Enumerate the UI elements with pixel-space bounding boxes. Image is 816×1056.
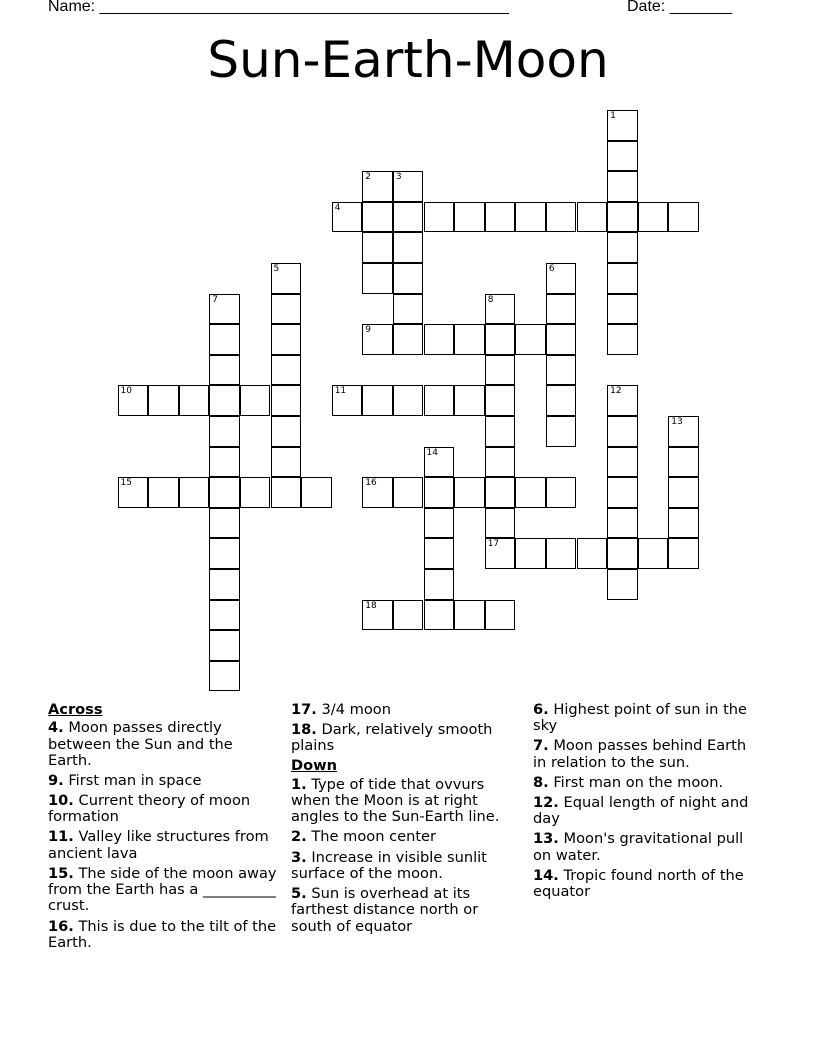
clue-text: This is due to the tilt of the Earth. <box>48 917 277 951</box>
clue-text: First man on the moon. <box>553 773 724 791</box>
crossword-cell[interactable] <box>485 324 516 355</box>
clue-text: First man in space <box>68 771 202 789</box>
crossword-cell[interactable] <box>271 385 302 416</box>
crossword-cell[interactable] <box>607 508 638 539</box>
cell-number: 17 <box>487 539 500 550</box>
clue-text: Type of tide that ovvurs when the Moon is at right angles to the Sun-Earth line. <box>291 775 500 826</box>
clue-down-7 <box>533 738 763 771</box>
crossword-cell[interactable] <box>393 171 424 202</box>
clue-column-3 <box>533 702 763 904</box>
crossword-cell[interactable] <box>424 385 455 416</box>
cell-number: 2 <box>365 172 372 183</box>
crossword-cell[interactable] <box>607 385 638 416</box>
clue-column-2 <box>291 702 521 939</box>
cell-number: 6 <box>548 264 555 274</box>
crossword-cell[interactable] <box>515 324 546 355</box>
crossword-cell[interactable] <box>148 385 179 416</box>
crossword-cell[interactable] <box>424 538 455 569</box>
clue-number: 10. <box>48 792 74 810</box>
crossword-cell[interactable] <box>393 600 424 631</box>
clue-text: Equal length of night and day <box>533 793 749 828</box>
crossword-cell[interactable] <box>485 294 516 325</box>
crossword-cell[interactable] <box>393 232 424 263</box>
crossword-cell[interactable] <box>271 324 302 355</box>
cell-number: 1 <box>610 111 616 121</box>
crossword-cell[interactable] <box>638 538 669 569</box>
cell-number: 14 <box>426 447 438 458</box>
clue-number: 13. <box>533 830 559 848</box>
crossword-cell[interactable] <box>424 600 455 631</box>
crossword-cell[interactable] <box>362 202 393 233</box>
crossword-cell[interactable] <box>607 171 638 202</box>
crossword-cell[interactable] <box>301 477 332 508</box>
clue-across-17 <box>291 702 521 718</box>
down-heading: Down <box>291 757 338 775</box>
crossword-cell[interactable] <box>209 600 240 631</box>
crossword-cell[interactable] <box>607 477 638 508</box>
crossword-cell[interactable] <box>362 324 393 355</box>
crossword-cell[interactable] <box>668 447 699 478</box>
cell-number: 15 <box>120 478 132 489</box>
across-heading: Across <box>48 701 103 718</box>
crossword-cell[interactable] <box>485 202 516 233</box>
crossword-cell[interactable] <box>485 508 516 539</box>
cell-number: 13 <box>671 417 683 427</box>
clue-number: 15. <box>48 864 74 882</box>
clue-across-10 <box>48 793 278 826</box>
clue-text: 3/4 moon <box>321 701 391 718</box>
clue-down-8 <box>533 775 763 791</box>
clue-across-4 <box>48 720 278 769</box>
crossword-cell[interactable] <box>424 202 455 233</box>
crossword-cell[interactable] <box>209 324 240 355</box>
clue-text: Moon passes behind Earth in relation to the sun. <box>533 737 747 771</box>
clue-text: Highest point of sun in the sky <box>533 701 748 735</box>
clue-text: Current theory of moon formation <box>48 792 251 826</box>
crossword-cell[interactable] <box>424 569 455 600</box>
crossword-cell[interactable] <box>485 600 516 631</box>
crossword-cell[interactable] <box>209 355 240 386</box>
crossword-cell[interactable] <box>209 538 240 569</box>
clue-down-3 <box>291 850 521 883</box>
clue-number: 14. <box>533 866 559 884</box>
cell-number: 4 <box>334 202 341 213</box>
clue-number: 8. <box>533 773 549 791</box>
crossword-cell[interactable] <box>607 110 638 141</box>
crossword-cell[interactable] <box>393 324 424 355</box>
clue-down-13 <box>533 831 763 864</box>
crossword-cell[interactable] <box>546 355 577 386</box>
crossword-cell[interactable] <box>607 569 638 600</box>
crossword-cell[interactable] <box>118 477 149 508</box>
clue-number: 4. <box>48 719 64 737</box>
crossword-cell[interactable] <box>515 538 546 569</box>
crossword-cell[interactable] <box>607 294 638 325</box>
clue-across-9 <box>48 773 278 789</box>
clue-down-2 <box>291 829 521 845</box>
clue-number: 6. <box>533 701 549 718</box>
crossword-cell[interactable] <box>485 355 516 386</box>
crossword-cell[interactable] <box>362 477 393 508</box>
crossword-cell[interactable] <box>209 447 240 478</box>
crossword-cell[interactable] <box>577 202 608 233</box>
clue-across-16 <box>48 919 278 952</box>
clue-column-1 <box>48 702 278 955</box>
crossword-cell[interactable] <box>668 477 699 508</box>
clue-text: Tropic found north of the equator <box>533 866 744 900</box>
clue-down-6 <box>533 702 763 735</box>
crossword-cell[interactable] <box>607 447 638 478</box>
cell-number: 9 <box>365 325 372 336</box>
crossword-cell[interactable] <box>424 508 455 539</box>
clue-text: Sun is overhead at its farthest distance north or south of equator <box>291 884 479 935</box>
clue-down-5 <box>291 886 521 935</box>
crossword-cell[interactable] <box>332 202 363 233</box>
clue-text: Increase in visible sunlit surface of the moon. <box>291 848 487 882</box>
crossword-cell[interactable] <box>271 263 302 294</box>
crossword-cell[interactable] <box>485 477 516 508</box>
crossword-cell[interactable] <box>362 171 393 202</box>
clue-across-18 <box>291 722 521 755</box>
clue-number: 3. <box>291 848 307 866</box>
crossword-cell[interactable] <box>271 447 302 478</box>
page-title: Sun-Earth-Moon <box>207 31 609 89</box>
crossword-cell[interactable] <box>485 538 516 569</box>
crossword-cell[interactable] <box>209 416 240 447</box>
crossword-cell[interactable] <box>607 232 638 263</box>
crossword-cell[interactable] <box>179 385 210 416</box>
clue-number: 17. <box>291 701 317 718</box>
clue-text: Moon passes directly between the Sun and the Earth. <box>48 719 233 769</box>
crossword-cell[interactable] <box>607 141 638 172</box>
crossword-cell[interactable] <box>607 324 638 355</box>
cell-number: 8 <box>487 294 494 305</box>
crossword-cell[interactable] <box>607 263 638 294</box>
crossword-cell[interactable] <box>393 385 424 416</box>
crossword-cell[interactable] <box>209 385 240 416</box>
crossword-cell[interactable] <box>332 385 363 416</box>
cell-number: 3 <box>395 172 402 183</box>
clue-down-12 <box>533 795 763 828</box>
name-field-label: Name: ______________________________________________ <box>48 0 509 15</box>
crossword-cell[interactable] <box>515 202 546 233</box>
crossword-cell[interactable] <box>362 232 393 263</box>
crossword-cell[interactable] <box>424 324 455 355</box>
crossword-cell[interactable] <box>271 416 302 447</box>
crossword-cell[interactable] <box>454 385 485 416</box>
clue-number: 18. <box>291 721 317 739</box>
crossword-cell[interactable] <box>209 661 240 692</box>
clue-text: Dark, relatively smooth plains <box>291 721 493 755</box>
crossword-cell[interactable] <box>454 324 485 355</box>
crossword-cell[interactable] <box>424 447 455 478</box>
crossword-cell[interactable] <box>118 385 149 416</box>
date-field-label: Date: _______ <box>627 0 732 15</box>
crossword-cell[interactable] <box>485 416 516 447</box>
crossword-cell[interactable] <box>607 416 638 447</box>
clue-across-15 <box>48 866 278 915</box>
cell-number: 5 <box>273 264 280 274</box>
clue-number: 12. <box>533 793 559 811</box>
cell-number: 7 <box>212 294 219 305</box>
crossword-cell[interactable] <box>515 477 546 508</box>
crossword-cell[interactable] <box>546 538 577 569</box>
clue-text: Valley like structures from ancient lava <box>48 828 269 862</box>
cell-number: 18 <box>365 600 377 611</box>
clue-number: 7. <box>533 737 549 755</box>
clue-number: 9. <box>48 771 64 789</box>
clue-down-14 <box>533 868 763 901</box>
crossword-cell[interactable] <box>546 294 577 325</box>
clue-text: Moon's gravitational pull on water. <box>533 830 744 864</box>
crossword-cell[interactable] <box>668 508 699 539</box>
crossword-cell[interactable] <box>362 263 393 294</box>
clue-number: 5. <box>291 884 307 902</box>
crossword-cell[interactable] <box>607 538 638 569</box>
clue-down-1 <box>291 777 521 826</box>
crossword-cell[interactable] <box>393 477 424 508</box>
clue-number: 16. <box>48 917 74 935</box>
clue-across-11 <box>48 829 278 862</box>
clue-number: 11. <box>48 828 74 846</box>
crossword-cell[interactable] <box>271 477 302 508</box>
crossword-cell[interactable] <box>179 477 210 508</box>
crossword-cell[interactable] <box>271 294 302 325</box>
crossword-cell[interactable] <box>546 477 577 508</box>
crossword-cell[interactable] <box>546 416 577 447</box>
crossword-cell[interactable] <box>454 600 485 631</box>
clue-number: 1. <box>291 775 307 793</box>
clue-number: 2. <box>291 828 307 846</box>
crossword-cell[interactable] <box>240 477 271 508</box>
crossword-cell[interactable] <box>546 385 577 416</box>
crossword-cell[interactable] <box>607 202 638 233</box>
crossword-cell[interactable] <box>638 202 669 233</box>
crossword-cell[interactable] <box>485 447 516 478</box>
cell-number: 16 <box>365 478 377 489</box>
crossword-cell[interactable] <box>362 385 393 416</box>
crossword-cell[interactable] <box>668 202 699 233</box>
crossword-cell[interactable] <box>454 202 485 233</box>
crossword-cell[interactable] <box>668 416 699 447</box>
cell-number: 10 <box>120 386 132 397</box>
crossword-cell[interactable] <box>485 385 516 416</box>
crossword-cell[interactable] <box>668 538 699 569</box>
crossword-cell[interactable] <box>546 202 577 233</box>
crossword-cell[interactable] <box>271 355 302 386</box>
crossword-cell[interactable] <box>393 263 424 294</box>
crossword-cell[interactable] <box>209 569 240 600</box>
crossword-cell[interactable] <box>546 324 577 355</box>
clue-text: The moon center <box>311 828 437 846</box>
crossword-cell[interactable] <box>577 538 608 569</box>
crossword-cell[interactable] <box>148 477 179 508</box>
crossword-cell[interactable] <box>362 600 393 631</box>
crossword-cell[interactable] <box>424 477 455 508</box>
clue-text: The side of the moon away from the Earth has a __________ crust. <box>48 864 277 915</box>
crossword-cell[interactable] <box>454 477 485 508</box>
crossword-cell[interactable] <box>240 385 271 416</box>
crossword-cell[interactable] <box>393 202 424 233</box>
crossword-cell[interactable] <box>209 477 240 508</box>
cell-number: 11 <box>334 386 347 397</box>
crossword-cell[interactable] <box>209 508 240 539</box>
crossword-cell[interactable] <box>546 263 577 294</box>
crossword-cell[interactable] <box>209 630 240 661</box>
crossword-cell[interactable] <box>393 294 424 325</box>
crossword-cell[interactable] <box>209 294 240 325</box>
cell-number: 12 <box>610 386 622 397</box>
